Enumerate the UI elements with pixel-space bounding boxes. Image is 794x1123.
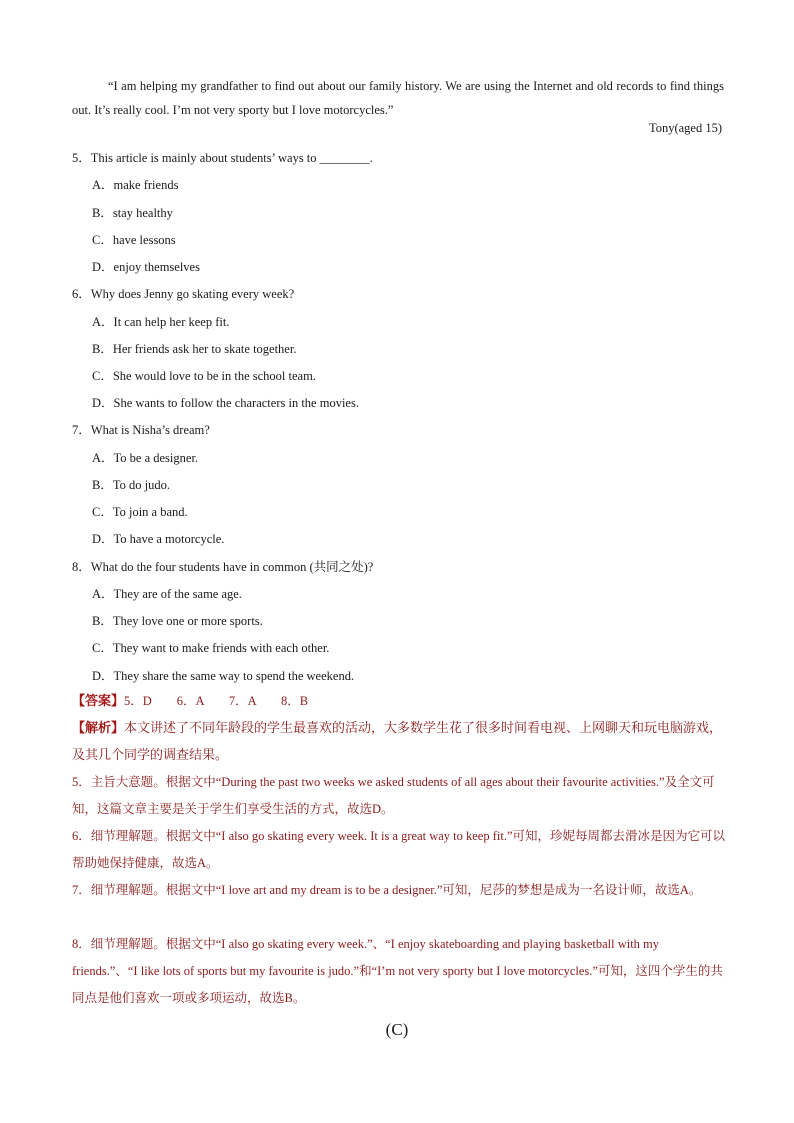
option-7a: A．To be a designer. [92,451,199,465]
option-5c: C．have lessons [92,233,176,247]
question-6 [72,284,294,302]
question-7 [72,420,210,438]
question-5 [72,148,373,166]
analysis-intro-text: 本文讲述了不同年龄段的学生最喜欢的活动，大多数学生花了很多时间看电视、上网聊天和玩电脑游戏，及其几个同学的调查结果。 [72,721,723,763]
answer-label: 【答案】 [72,694,125,709]
question-stem: This article is mainly about students’ ways to ________. [90,151,373,165]
analysis-item-5: 5．主旨大意题。根据文中“During the past two weeks we asked students of all ages about their favourite activities.”及全文可知，这篇文章主要是关于学生们享受生活的方式，故选D。 [72,775,715,816]
analysis-intro [72,715,727,769]
question-number: 5． [72,151,91,165]
answer-line [72,688,727,715]
analysis-label: 【解析】 [72,721,125,736]
analysis-item-7: 7．细节理解题。根据文中“I love art and my dream is to be a designer.”可知，尼莎的梦想是成为一名设计师，故选A。 [72,883,702,897]
question-stem: What is Nisha’s dream? [90,423,210,437]
question-number: 8． [72,560,91,574]
option-6a: A．It can help her keep fit. [92,315,230,329]
option-7d: D．To have a motorcycle. [92,532,225,546]
passage-signature: Tony(aged 15) [648,121,722,135]
option-6b: B．Her friends ask her to skate together. [92,342,297,356]
question-8 [72,557,373,575]
analysis-item-6: 6．细节理解题。根据文中“I also go skating every week. It is a great way to keep fit.”可知，珍妮每周都去滑冰是因为它可以帮助她保持健康，故选A。 [72,829,726,870]
option-8a: A．They are of the same age. [92,587,242,601]
passage-paragraph: “I am helping my grandfather to find out about our family history. We are using the Internet and old records to find things out. It’s really cool. I’m not very sporty but I love motorcycles.” [72,79,724,117]
option-7b: B．To do judo. [92,478,170,492]
question-stem: Why does Jenny go skating every week? [90,287,295,301]
option-8b: B．They love one or more sports. [92,614,263,628]
option-6c: C．She would love to be in the school team. [92,369,316,383]
option-5a: A．make friends [92,178,179,192]
option-5d: D．enjoy themselves [92,260,200,274]
option-7c: C．To join a band. [92,505,188,519]
section-label: (C) [385,1020,409,1039]
option-8d: D．They share the same way to spend the weekend. [92,669,355,683]
analysis-item-8: 8．细节理解题。根据文中“I also go skating every week.”、“I enjoy skateboarding and playing basketball with my friends.”、“I like lots of sports but my favourite is judo.”和“I’m not very sporty but I love motorcycles.”可知，这四个学生的共同点是他们喜欢一项或多项运动，故选B。 [72,937,723,1005]
option-8c: C．They want to make friends with each other. [92,641,330,655]
question-number: 6． [72,287,91,301]
question-number: 7． [72,423,91,437]
question-stem: What do the four students have in common (共同之处)? [90,560,374,574]
option-6d: D．She wants to follow the characters in the movies. [92,396,359,410]
option-5b: B．stay healthy [92,206,173,220]
answer-text: 5．D 6．A 7．A 8．B [124,694,309,708]
